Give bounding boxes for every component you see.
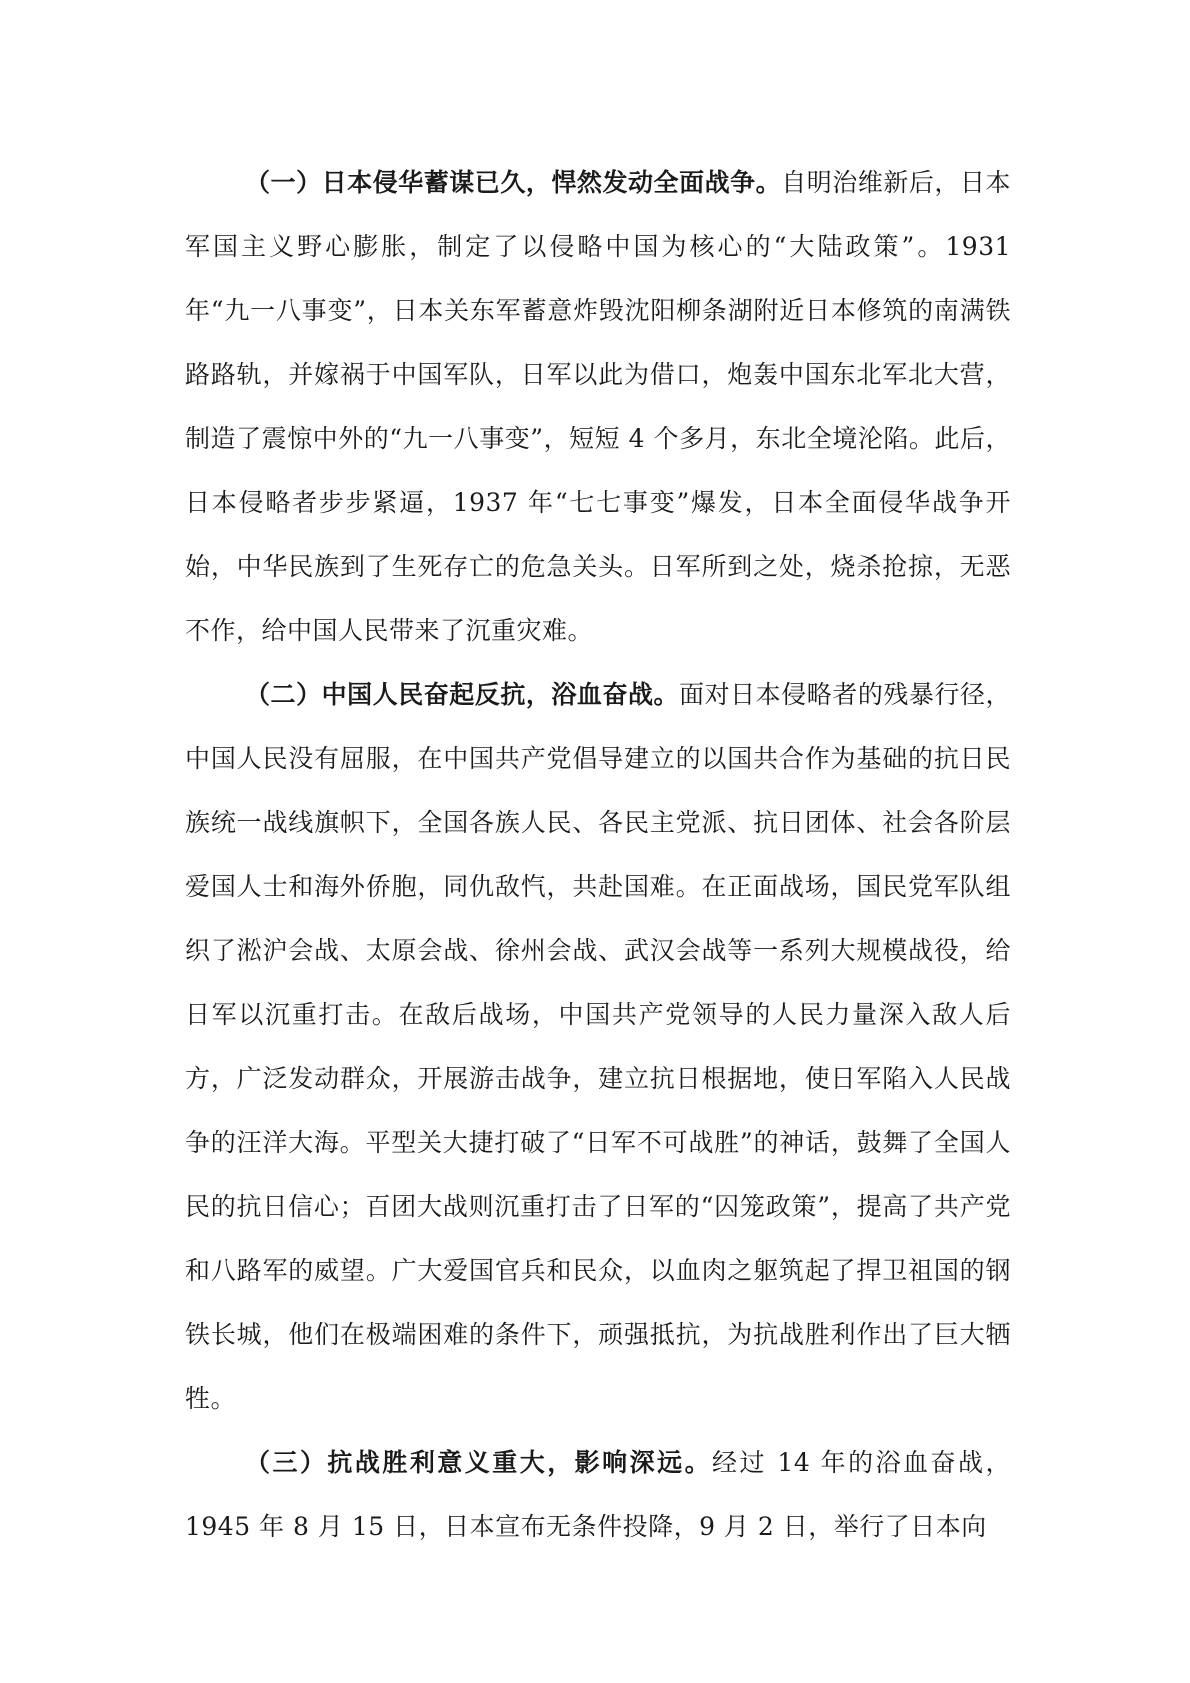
paragraph-2-heading: （二）中国人民奋起反抗，浴血奋战。: [245, 680, 680, 709]
paragraph-1-body: 自明治维新后，日本军国主义野心膨胀，制定了以侵略中国为核心的“大陆政策”。1931 年“九一八事变”，日本关东军蓄意炸毁沈阳柳条湖附近日本修筑的南满铁路路轨，并嫁祸于中国军队，日军以此为借口，炮轰中国东北军北大营，制造了震惊中外的“九一八事变”，短短 4 个多月，东北全境沦陷。此后，日本侵略者步步紧逼，1937 年“七七事变”爆发，日本全面侵华战争开始，中华民族到了生死存亡的危急关头。日军所到之处，烧杀抢掠，无恶不作，给中国人民带来了沉重灾难。: [185, 168, 1011, 645]
paragraph-3-heading: （三）抗战胜利意义重大，影响深远。: [245, 1448, 713, 1477]
paragraph-3: [185, 1431, 1011, 1559]
paragraph-3-body: 经过 14 年的浴血奋战，1945 年 8 月 15 日，日本宣布无条件投降，9 月 2 日，举行了日本向: [185, 1448, 1011, 1541]
document-body: [185, 151, 1011, 1559]
paragraph-2: [185, 663, 1011, 1431]
paragraph-2-body: 面对日本侵略者的残暴行径，中国人民没有屈服，在中国共产党倡导建立的以国共合作为基础的抗日民族统一战线旗帜下，全国各族人民、各民主党派、抗日团体、社会各阶层爱国人士和海外侨胞，同仇敌忾，共赴国难。在正面战场，国民党军队组织了淞沪会战、太原会战、徐州会战、武汉会战等一系列大规模战役，给日军以沉重打击。在敌后战场，中国共产党领导的人民力量深入敌人后方，广泛发动群众，开展游击战争，建立抗日根据地，使日军陷入人民战争的汪洋大海。平型关大捷打破了“日军不可战胜”的神话，鼓舞了全国人民的抗日信心；百团大战则沉重打击了日军的“囚笼政策”，提高了共产党和八路军的威望。广大爱国官兵和民众，以血肉之躯筑起了捍卫祖国的钢铁长城，他们在极端困难的条件下，顽强抵抗，为抗战胜利作出了巨大牺牲。: [185, 680, 1011, 1413]
paragraph-1-heading: （一）日本侵华蓄谋已久，悍然发动全面战争。: [245, 168, 782, 197]
paragraph-1: [185, 151, 1011, 663]
